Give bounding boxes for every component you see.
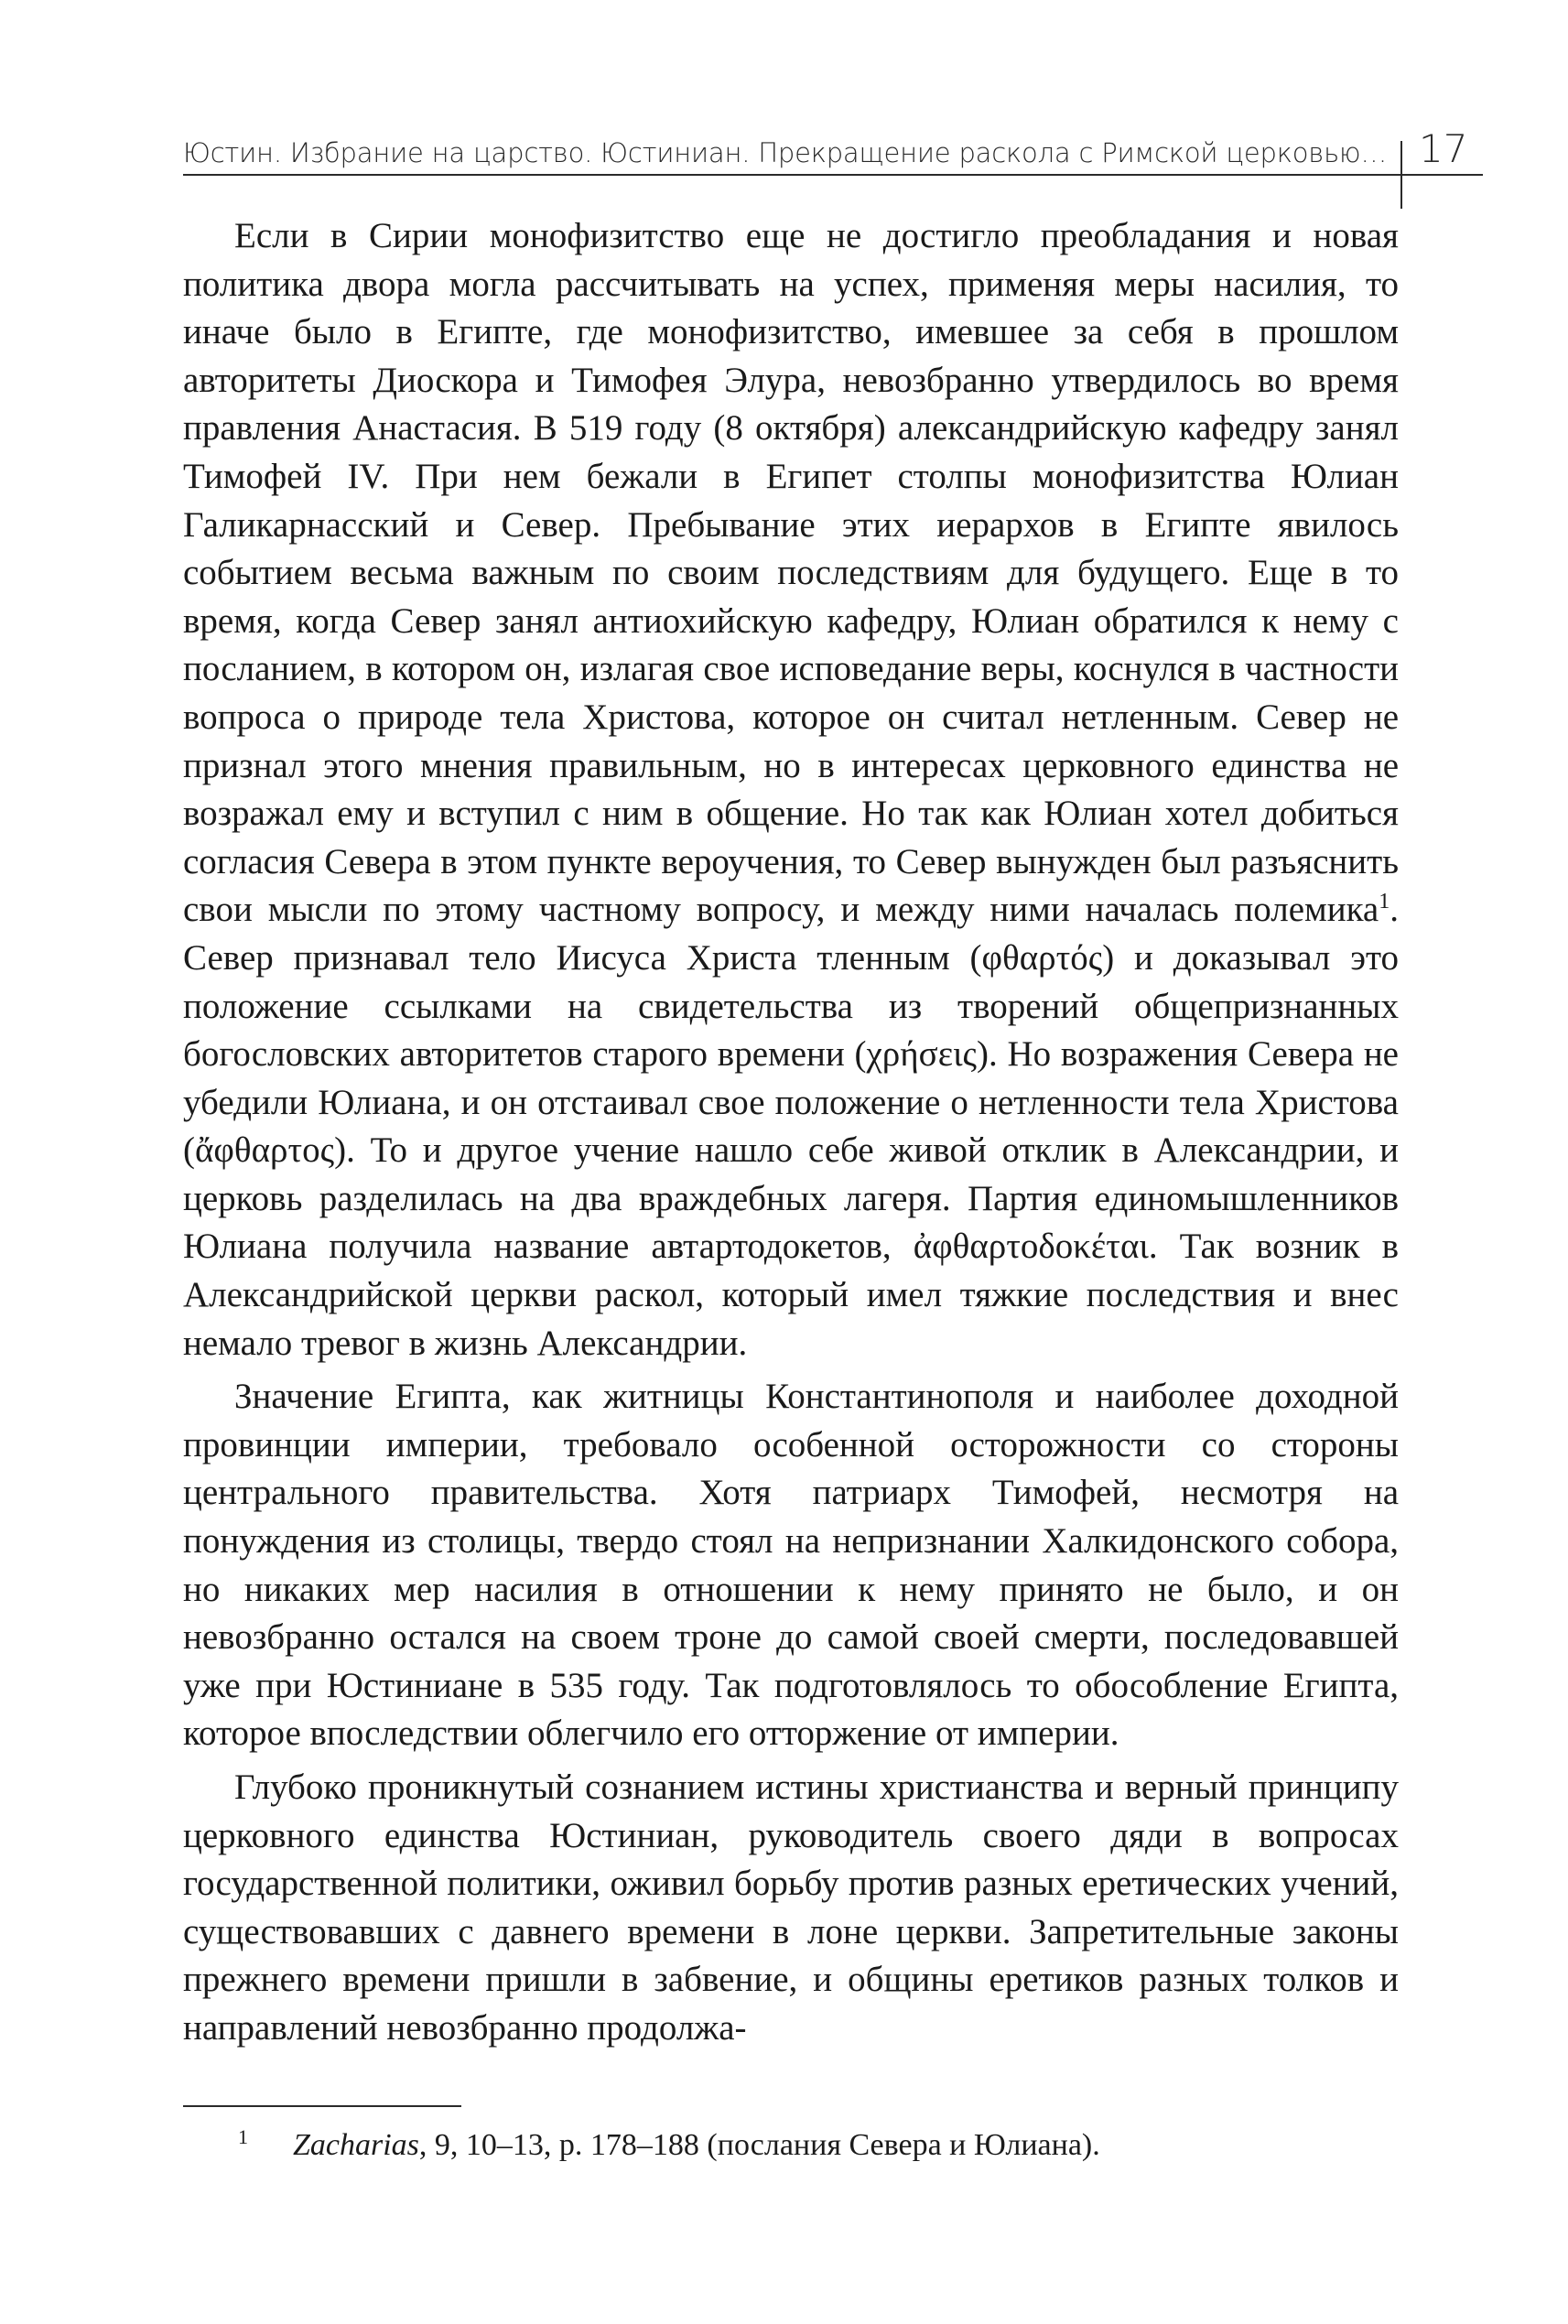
body-text bbox=[183, 212, 1399, 2053]
paragraph-2: Значение Египта, как житницы Константинополя и наиболее доходной провинции империи, требовало особенной осторожности со стороны центрального правительства. Хотя патриарх Тимофей, несмотря на понуждения из столицы, твердо стоял на непризнании Халкидонского собора, но никаких мер насилия в отношении к нему принято не было, и он невозбранно остался на своем троне до самой своей смерти, последовавшей уже при Юстиниане в 535 году. Так подготовлялось то обособление Египта, которое впоследствии облегчило его отторжение от империи. bbox=[183, 1377, 1399, 1754]
header-rule bbox=[183, 174, 1483, 176]
paragraph-1-text: Если в Сирии монофизитство еще не достигло преобладания и новая политика двора могла рассчитывать на успех, применяя меры насилия, то иначе было в Египте, где монофизитство, имевшее за себя в прошлом авторитеты Диоскора и Тимофея Элура, невозбранно утвердилось во время правления Анастасия. В 519 году (8 октября) александрийскую кафедру занял Тимофей IV. При нем бежали в Египет столпы монофизитства Юлиан Галикарнасский и Север. Пребывание этих иерархов в Египте явилось событием весьма важным по своим последствиям для будущего. Еще в то время, когда Север занял антиохийскую кафедру, Юлиан обратился к нему с посланием, в котором он, излагая свое исповедание веры, коснулся в частности вопроса о природе тела Христова, которое он считал нетленным. Север не признал этого мнения правильным, но в интересах церковного единства не возражал ему и вступил с ним в общение. Но так как Юлиан хотел добиться согласия Севера в этом пункте вероучения, то Север вынужден был разъяснить свои мысли по этому частному вопросу, и между ними началась полемика bbox=[183, 216, 1399, 930]
header-vertical-rule bbox=[1400, 141, 1402, 209]
page-number: 17 bbox=[1419, 126, 1468, 171]
footnote-reference[interactable]: 1 bbox=[1379, 890, 1390, 914]
footnote: 1 Zacharias, 9, 10–13, p. 178–188 (послания Севера и Юлиана). bbox=[238, 2124, 1100, 2162]
paragraph-3: Глубоко проникнутый сознанием истины христианства и верный принципу церковного единства Юстиниан, руководитель своего дяди в вопросах государственной политики, оживил борьбу против разных еретических учений, существовавших с давнего времени в лоне церкви. Запретительные законы прежнего времени пришли в забвение, и общины еретиков разных толков и направлений невозбранно продолжа- bbox=[183, 1767, 1399, 2048]
footnote-text: , 9, 10–13, p. 178–188 (послания Севера и Юлиана). bbox=[418, 2128, 1100, 2162]
footnote-rule bbox=[183, 2105, 461, 2107]
paragraph-1 bbox=[183, 212, 1399, 1367]
paragraph-1-continuation: . Север признавал тело Иисуса Христа тленным (φθαρτός) и доказывал это положение ссылками на свидетельства из творений общепризнанных богословских авторитетов старого времени (χρήσεις). Но возражения Севера не убедили Юлиана, и он отстаивал свое положение о нетленности тела Христова (ἄφθαρτος). То и другое учение нашло себе живой отклик в Александрии, и церковь разделилась на два враждебных лагеря. Партия единомышленников Юлиана получила название автартодокетов, ἀφθαρτοδοκέται. Так возник в Александрийской церкви раскол, который имел тяжкие последствия и внес немало тревог в жизнь Александрии. bbox=[183, 890, 1399, 1363]
running-head bbox=[183, 128, 1483, 183]
running-title: Юстин. Избрание на царство. Юстиниан. Прекращение раскола с Римской церковью… bbox=[183, 137, 1388, 168]
footnote-author: Zacharias bbox=[293, 2128, 419, 2162]
